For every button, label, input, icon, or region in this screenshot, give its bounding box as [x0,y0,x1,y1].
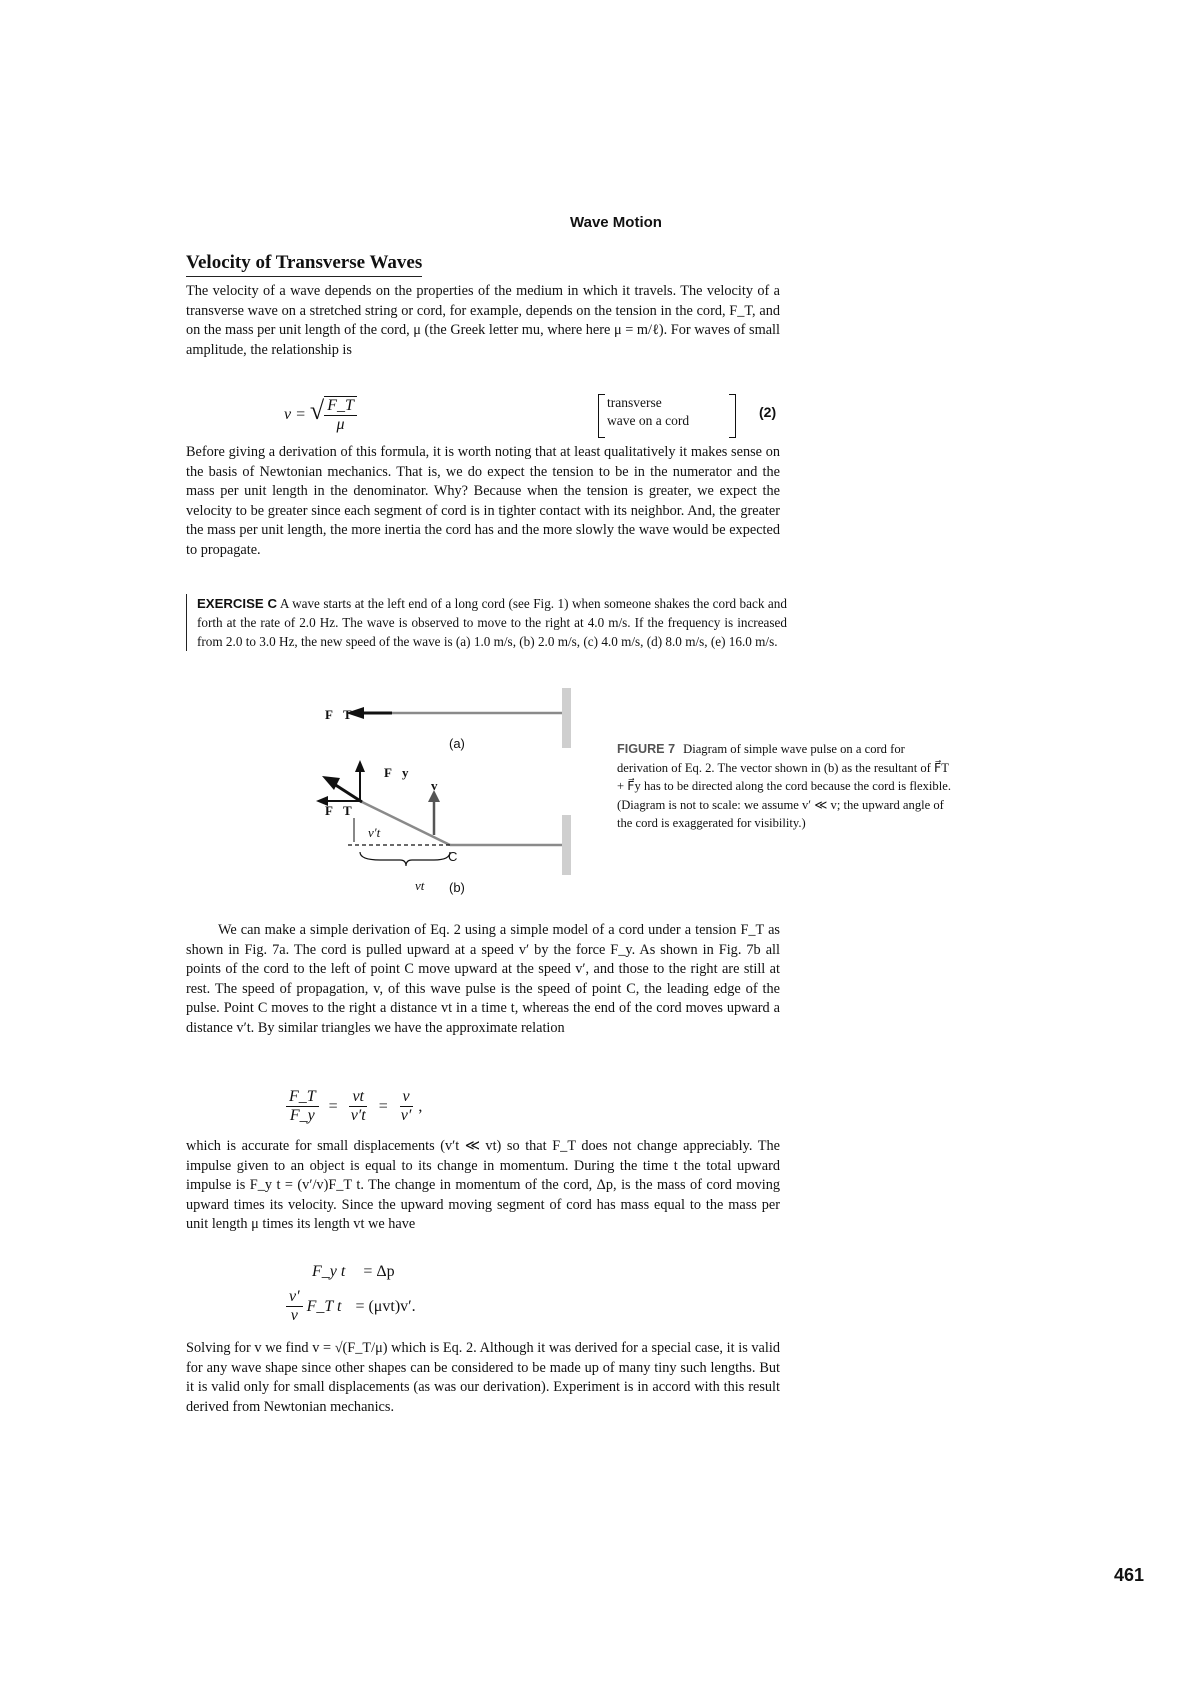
caption-text: Diagram of simple wave pulse on a cord for derivation of Eq. 2. The vector shown in (b) as the resultant of F⃗T + F⃗y has to be directed along the cord because the cord is flexible. (Diagram is not to scale: we assume v′ ≪ v; the upward angle of the cord is exaggerated for visibility.) [617,742,951,830]
exercise-box [186,594,787,651]
eq4-frac-num: v′ [286,1288,303,1307]
comma: , [418,1097,423,1115]
label-vt: vt [415,878,425,893]
label-b: (b) [449,880,465,895]
section-title: Velocity of Transverse Waves [186,252,422,277]
eq3-t2-den: v′t [350,1107,366,1124]
equals-sign-2: = [378,1097,388,1115]
equation-4-line1 [312,1263,395,1281]
sqrt-symbol: √ [309,396,325,425]
running-header: Wave Motion [570,214,662,231]
vt-brace [360,852,450,866]
label-vpt: v′t [368,825,381,840]
eq2-numerator: F_T [324,397,357,416]
label-c: C [448,849,458,864]
equation-2 [284,396,361,434]
eq3-term1 [286,1088,319,1125]
eq3-t3-num: v [400,1088,413,1107]
eq2-bracket-note [598,394,736,438]
eq3-t1-den: F_y [289,1107,315,1124]
paragraph-derivation: We can make a simple derivation of Eq. 2 using a simple model of a cord under a tension F_T as shown in Fig. 7a. The cord is pulled upward at a speed v′ by the force F_y. As shown in Fig. 7b all points of the cord to the left of point C move upward at the speed v′, and those to the right are still at rest. The speed of propagation, v, of this wave pulse is the speed of point C, the leading edge of the pulse. Point C moves to the right a distance vt in a time t, whereas the end of the cord moves upward a distance v′t. By similar triangles we have the approximate relation [186,922,780,1036]
eq2-fraction [324,396,357,434]
paragraph-impulse: which is accurate for small displacements (v′t ≪ vt) so that F_T does not change appreciably. The impulse given to an object is equal to its change in momentum. During the time t the total upward impulse is F_y t = (v′/v)F_T t. The change in momentum of the cord, Δp, is the mass of cord moving upward times its velocity. Since the upward moving segment of cord has mass equal to the mass per unit length μ times its length vt we have [186,1138,780,1233]
paragraph-qualitative: Before giving a derivation of this formula, it is worth noting that at least qualitatively it makes sense on the basis of Newtonian mechanics. That is, we do expect the tension to be in the numerator and the mass per unit length in the denominator. Why? Because when the tension is greater, we expect the velocity to be greater since each segment of cord is in tighter contact with its neighbor. And, the greater the mass per unit length, the more inertia the cord has and the more slowly the wave would be expected to propagate. [186,444,780,558]
eq3-term2 [348,1088,369,1125]
bracket-line-1: transverse [607,395,662,410]
eq4-l2-lhs: F_T t [306,1297,342,1315]
wall-b [562,815,571,875]
page-number: 461 [1114,1565,1145,1585]
eq4-frac-den: v [290,1307,298,1324]
eq4-l2-rhs: = (μvt)v′. [355,1297,416,1315]
wall-a [562,688,571,748]
eq3-t3-den: v′ [400,1107,412,1124]
label-v: v⃗ [431,778,448,793]
bracket-line-2: wave on a cord [607,413,690,428]
label-ft-b: F⃗T [325,803,352,818]
exercise-label: EXERCISE C [197,596,278,611]
eq3-term3 [398,1088,415,1125]
eq4-l1-rhs: = Δp [363,1263,395,1280]
equation-4-line2 [282,1288,416,1325]
equation-number: (2) [759,404,777,420]
eq4-l1-lhs: F_y t [312,1263,346,1280]
eq2-lhs: v = [284,406,306,423]
label-fy: F⃗y [384,765,409,780]
exercise-text: A wave starts at the left end of a long cord (see Fig. 1) when someone shakes the cord back and forth at the rate of 2.0 Hz. The wave is observed to move to the right at 4.0 m/s. If the frequency is increased from 2.0 to 3.0 Hz, the new speed of the wave is (a) 1.0 m/s, (b) 2.0 m/s, (c) 4.0 m/s, (d) 8.0 m/s, (e) 16.0 m/s. [197,596,787,649]
label-ft-a: F⃗T [325,707,352,722]
eq3-t2-num: vt [349,1088,367,1107]
paragraph-intro: The velocity of a wave depends on the properties of the medium in which it travels. The velocity of a transverse wave on a stretched string or cord, for example, depends on the tension in the cord, F_T, and on the mass per unit length of the cord, μ (the Greek letter mu, where here μ = m/ℓ). For waves of small amplitude, the relationship is [186,283,780,358]
paragraph-conclusion: Solving for v we find v = √(F_T/μ) which is Eq. 2. Although it was derived for a special case, it is valid for any wave shape since other shapes can be considered to be made up of many tiny such lengths. But it is valid only for small displacements (as was our derivation). Experiment is in accord with this result derived from Newtonian mechanics. [186,1340,780,1415]
resultant-arrow [334,784,362,802]
equals-sign-1: = [328,1097,338,1115]
fy-arrowhead [355,760,365,772]
caption-label: FIGURE 7 [617,742,676,756]
eq2-denominator: μ [336,416,345,434]
label-a: (a) [449,736,465,751]
eq3-t1-num: F_T [286,1088,319,1107]
equation-similar-triangles [282,1088,422,1125]
eq4-fraction [286,1288,303,1325]
figure-caption [617,740,957,833]
